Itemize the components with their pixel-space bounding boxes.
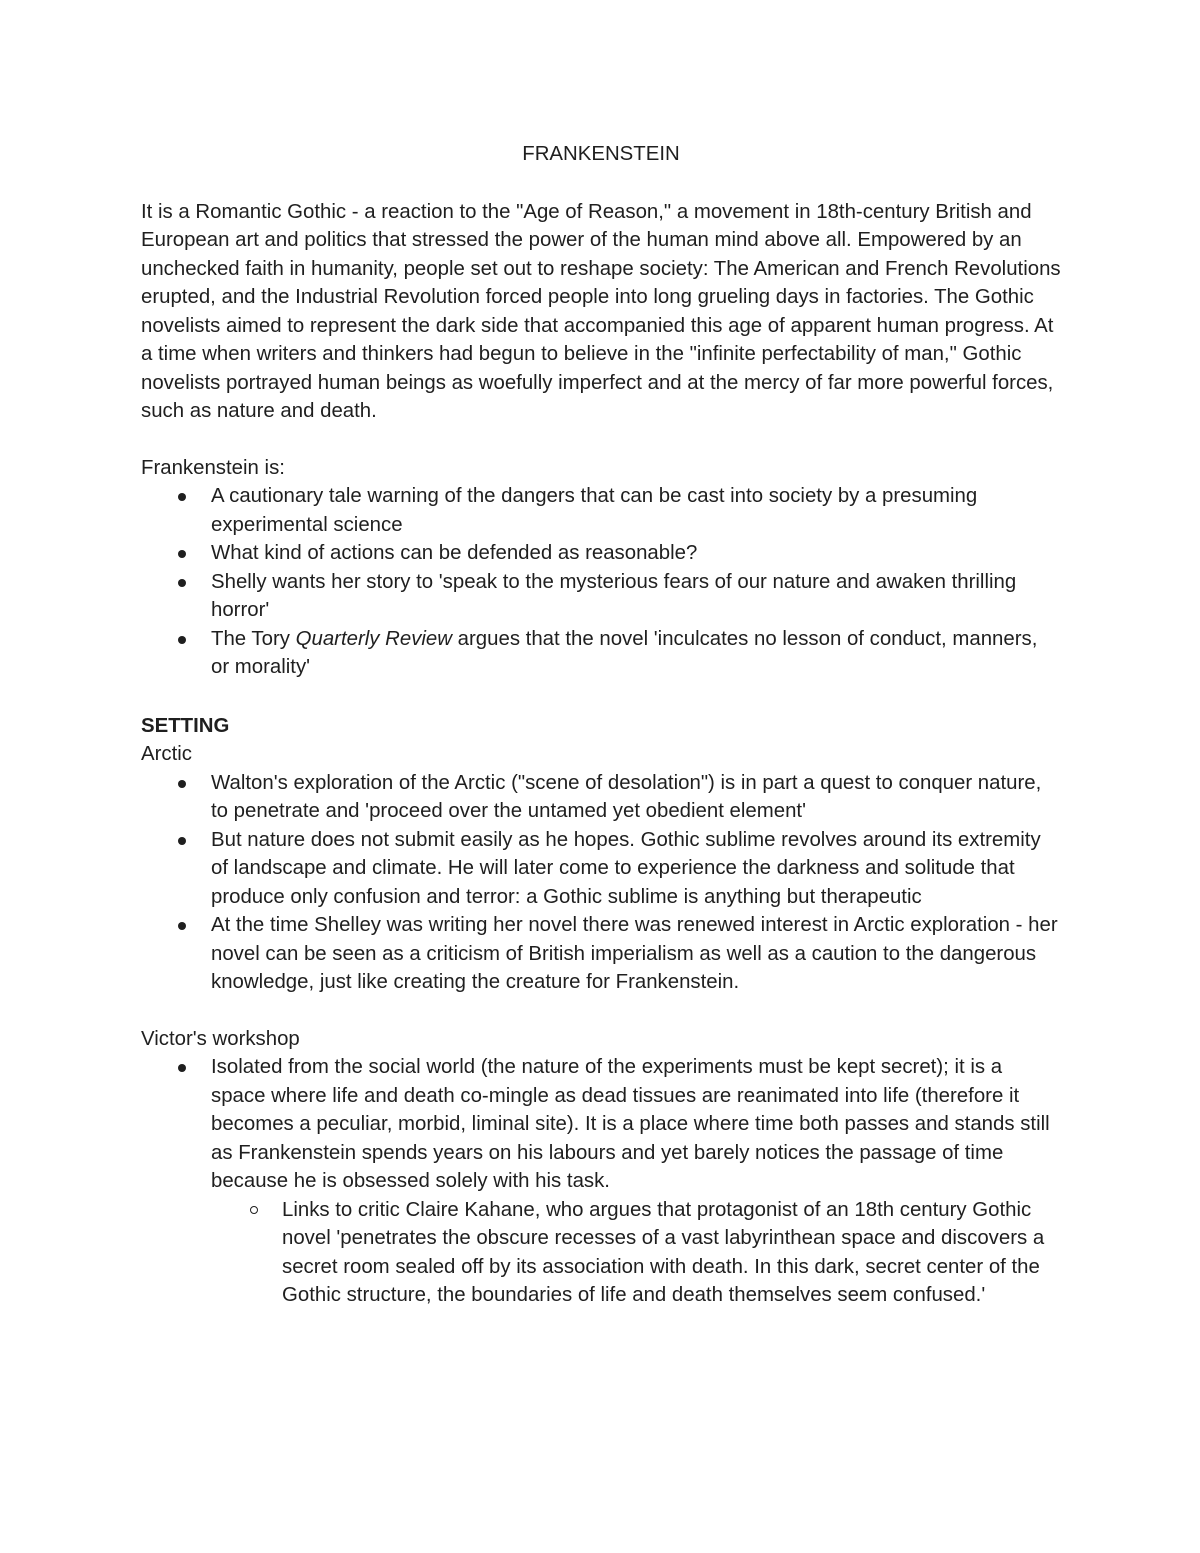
workshop-label: Victor's workshop	[141, 1027, 300, 1050]
intro-paragraph: It is a Romantic Gothic - a reaction to the "Age of Reason," a movement in 18th-century British and European art and politics that stressed the power of the human mind above all. Empowered by an unchecked faith in humanity, people set out to reshape society: The American and French Revolutions erupted, and the Industrial Revolution forced people into long grueling days in factories. The Gothic novelists aimed to represent the dark side that accompanied this age of apparent human progress. At a time when writers and thinkers had begun to believe in the "infinite perfectability of man," Gothic novelists portrayed human beings as woefully imperfect and at the mercy of far more powerful forces, such as nature and death.	[141, 200, 1061, 422]
document-title: FRANKENSTEIN	[522, 143, 680, 165]
setting-heading: SETTING	[141, 714, 230, 737]
quarterly-review-suffix: argues that the novel 'inculcates no lesson of conduct, manners, or morality'	[211, 627, 1038, 678]
frankenstein-is-label: Frankenstein is:	[141, 456, 285, 479]
list-item: Walton's exploration of the Arctic ("scene of desolation") is in part a quest to conquer nature, to penetrate and 'proceed over the untamed yet obedient element'	[141, 769, 1061, 826]
sub-list-item: Links to critic Claire Kahane, who argues that protagonist of an 18th century Gothic novel 'penetrates the obscure recesses of a vast labyrinthean space and discovers a secret room sealed off by its association with death. In this dark, secret center of the Gothic structure, the boundaries of life and death themselves seem confused.'	[141, 1196, 1061, 1310]
arctic-label: Arctic	[141, 743, 192, 765]
frankenstein-is-list	[141, 482, 1061, 682]
spacer	[141, 426, 1061, 454]
list-item: Shelly wants her story to 'speak to the mysterious fears of our nature and awaken thrilling horror'	[141, 568, 1061, 625]
workshop-sublist	[211, 1196, 1061, 1310]
list-item: At the time Shelley was writing her novel there was renewed interest in Arctic exploration - her novel can be seen as a criticism of British imperialism as well as a caution to the dangerous knowledge, just like creating the creature for Frankenstein.	[141, 911, 1061, 997]
quarterly-review-prefix: The Tory	[211, 627, 296, 650]
spacer	[141, 997, 1061, 1025]
list-item	[141, 1053, 1061, 1310]
quarterly-review-title: Quarterly Review	[295, 627, 452, 650]
list-item: But nature does not submit easily as he hopes. Gothic sublime revolves around its extremity of landscape and climate. He will later come to experience the darkness and solitude that produce only confusion and terror: a Gothic sublime is anything but therapeutic	[141, 826, 1061, 912]
list-item: A cautionary tale warning of the dangers that can be cast into society by a presuming experimental science	[141, 482, 1061, 539]
workshop-list	[141, 1053, 1061, 1310]
list-item: What kind of actions can be defended as reasonable?	[141, 539, 1061, 568]
workshop-item-text: Isolated from the social world (the nature of the experiments must be kept secret); it is a space where life and death co-mingle as dead tissues are reanimated into life (therefore it becomes a peculiar, morbid, liminal site). It is a place where time both passes and stands still as Frankenstein spends years on his labours and yet barely notices the passage of time because he is obsessed solely with his task.	[211, 1056, 1050, 1192]
document-page	[141, 140, 1061, 1310]
list-item	[141, 625, 1061, 682]
spacer	[141, 682, 1061, 710]
arctic-list	[141, 769, 1061, 997]
